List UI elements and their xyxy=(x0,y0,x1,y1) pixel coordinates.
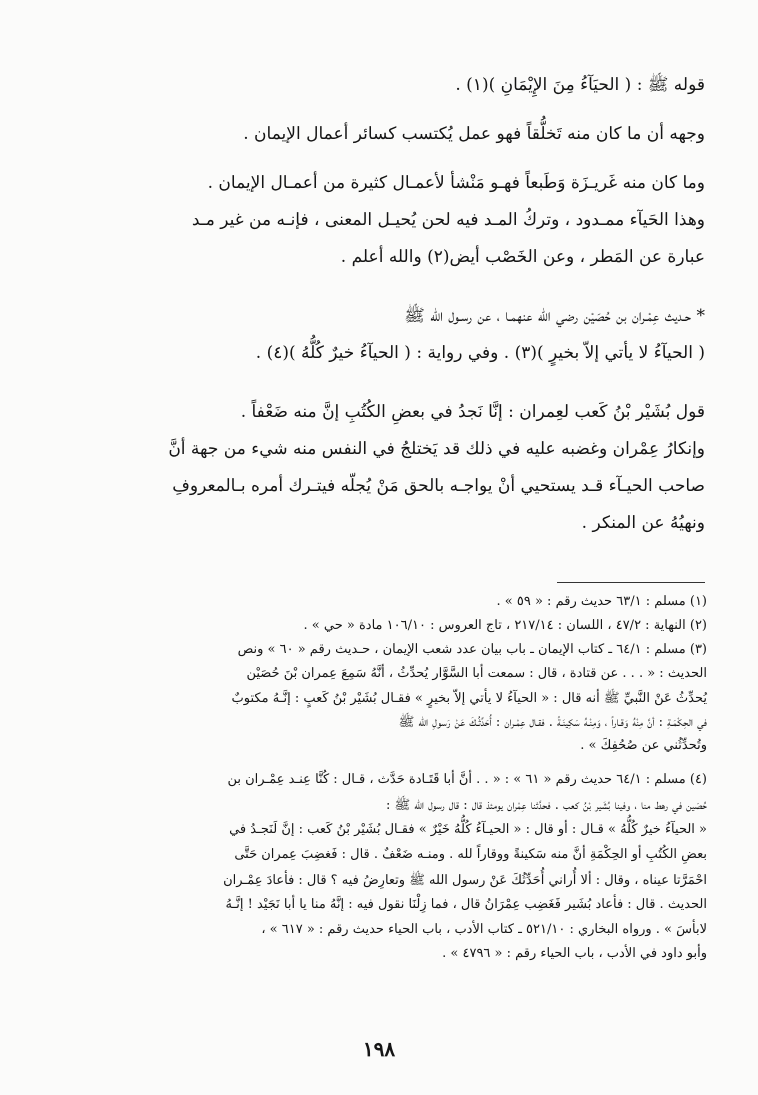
footnote-line: يُحدِّثُ عَنْ النَّبيِّ ﷺ أنه قال : « الحيآءُ لا يأتي إلاّ بخيرٍ » فقـال بُشَيْر بْنُ كَعبٍ : إنَّـهُ مكتوبٌ xyxy=(231,691,707,706)
footnote-line: (٣) مسلم : ٦٤/١ ـ كتاب الإيمان ـ باب بيان عدد شعب الإيمان ، حـديث رقم « ٦٠ » ونص xyxy=(237,642,707,657)
footnote-line: (٤) مسلم : ٦٤/١ حديث رقم « ٦١ » : « . . أنَّ أبا قَتَـادة حَدَّث ، قـال : كُنَّا عِنـد عِمْـران بن xyxy=(227,772,707,787)
footnote-line: وأبو داود في الأدب ، باب الحياء رقم : « ٤٧٩٦ » . xyxy=(442,946,707,961)
footnote-line: بعضِ الكُتُبِ أو الحِكْمَةِ أنَّ منه سَكينةً ووقاراً لله . ومنـه ضَعْفٌ . قال : فَغضِبَ عِمران حَتَّى xyxy=(234,847,707,862)
body-line: وما كان منه غَريـزَة وَطَبعاً فهـو مَنْشأ لأعمـال كثيرة من أعمـال الإيمان . xyxy=(207,173,705,193)
body-line: وهذا الحَيآء ممـدود ، وتركُ المـد فيه لحن يُحيـل المعنى ، فإنـه من غير مـد xyxy=(191,210,705,230)
body-line: قوله ﷺ : ( الحيَآءُ مِنَ الإِيْمَانِ )(١) . xyxy=(455,75,705,95)
footnote-line: (١) مسلم : ٦٣/١ حديث رقم : « ٥٩ » . xyxy=(496,594,707,609)
body-line: * حـديث عِمْـران بن حُصَيْن رضي الله عنهمـا ، عن رسـول الله ﷺ xyxy=(404,306,705,326)
footnote-separator xyxy=(557,582,705,583)
body-line: ( الحيآءُ لا يأتي إلاّ بخيرٍ )(٣) . وفي رواية : ( الحيآءُ خيرٌ كُلُّهُ )(٤) . xyxy=(255,343,705,363)
body-line: عبارة عن المَطر ، وعن الخَصْب أيض(٢) والله أعلم . xyxy=(340,247,705,267)
body-line: صاحب الحيـآء قـد يستحيي أنْ يواجـه بالحق مَنْ يُجلّه فيتـرك أمره بـالمعروفِ xyxy=(172,476,705,496)
footnote-line: الحديث : « . . . عن قتادة ، قال : سمعت أبا السَّوَّار يُحدِّثُ ، أنَّهُ سَمِعَ عِمران بْنَ حُصَيْن xyxy=(246,666,707,681)
body-line: قول بُشَيْر بْنُ كَعب لعِمران : إنَّا نَجدُ في بعضِ الكُتُبِ إنَّ منه ضَعْفاً . xyxy=(240,402,705,422)
footnote-line: (٢) النهاية : ٤٧/٢ ، اللسان : ٢١٧/١٤ ، تاج العروس : ١٠٦/١٠ مادة « حي » . xyxy=(303,618,707,633)
footnote-line: حُصَين في رهط منا ، وفينا بُشَير بْنُ كعب . فحدَّثنا عِمْران يومئذ قال : قال رسول الله ﷺ : xyxy=(385,798,707,813)
body-line: وإنكارُ عِمْران وغضبه عليه في ذلك قد يَختلجُ في النفس منه شيء من جهة أنَّ xyxy=(168,439,705,459)
footnote-line: احْمَرَّتا عيناه ، وقال : ألا أُراني أُحَدِّثُكَ عَنْ رسول الله ﷺ وتعارِضُ فيه ؟ قال : فأعادَ عِمْـران xyxy=(223,873,707,888)
footnote-line: في الحِكْمَـةِ : أنَّ مِنْهُ وَقـاراً ، وَمِنْـهُ سَكِينَـةً . فقـال عِمْـران : أُحَدِّثُـكَ عَنْ رَسولِ الله ﷺ xyxy=(398,715,707,730)
footnote-line: الحديث . قال : فأعاد بُشَير فَغَضِب عِمْرَانُ قال ، فما زِلْنَا نقول فيه : إنَّهُ منا يا أبا نَجَيْد ! إنَّـهُ xyxy=(225,897,707,912)
footnote-line: وتُحدِّثُني عن صُحُفِكَ » . xyxy=(580,738,707,753)
body-line: ونهيُهُ عن المنكر . xyxy=(581,513,705,533)
body-line: وجهه أن ما كان منه تَخلُّقاً فهو عمل يُكتسب كسائر أعمال الإيمان . xyxy=(243,124,705,144)
footnote-line: لابأسَ » . ورواه البخاري : ٥٢١/١٠ ـ كتاب الأدب ، باب الحياء حديث رقم : « ٦١٧ » ، xyxy=(261,922,707,937)
footnote-line: « الحيآءُ خيرٌ كُلُّهُ » قـال : أو قال : « الحيـآءُ كُلُّهُ خَيْرٌ » فقـال بُشَيْر بْنُ كَعب : إنَّ لَنَجـدُ في xyxy=(229,822,707,837)
page-number: ١٩٨ xyxy=(362,1037,396,1061)
